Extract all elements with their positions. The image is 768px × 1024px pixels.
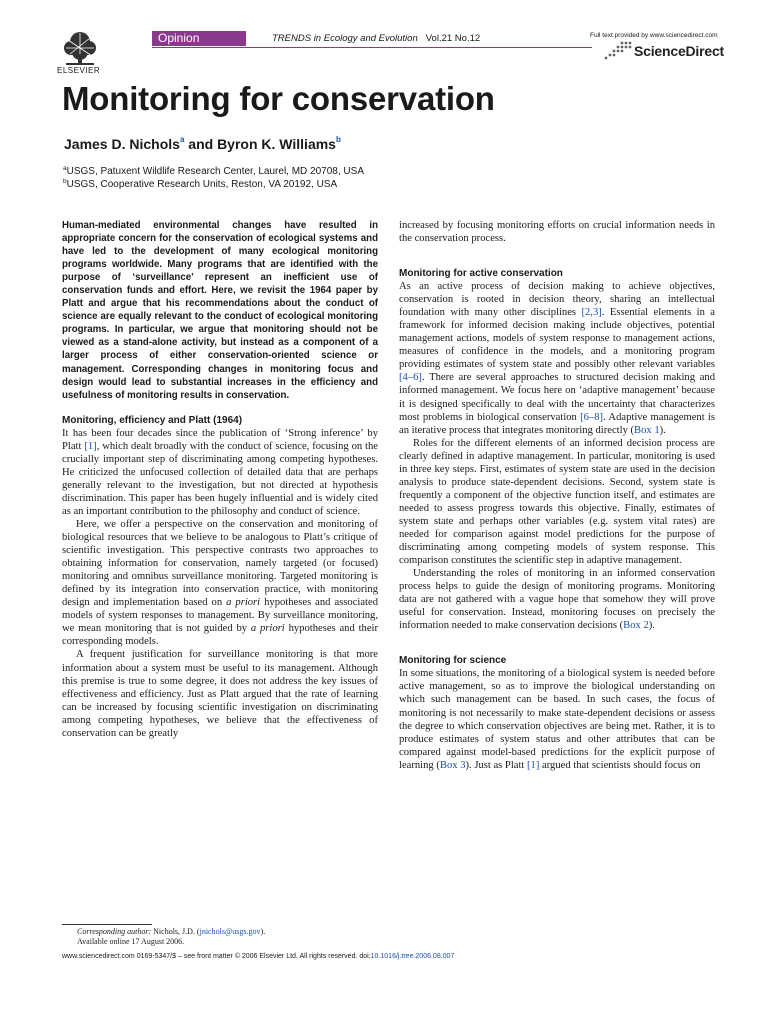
author-1-affiliation-mark[interactable]: a (179, 135, 185, 144)
doi-link[interactable]: 10.1016/j.tree.2006.08.007 (370, 953, 455, 960)
italic-term: a priori (250, 623, 285, 635)
box-link[interactable]: Box 3 (439, 759, 466, 771)
article-title: Monitoring for conservation (62, 80, 495, 117)
paragraph-1-text-b: , which dealt broadly with the conduct of science, focusing on the crucially important step of discriminating among competing hypotheses. He criticized the unfocused collection of detailed data that are perhaps generally relevant to the investigation, but not directed at hypothesis discrimination. This paper has been hugely influential and is widely cited as an important contribution to the philosophy and conduct of science. (62, 440, 379, 517)
abstract: Human-mediated environmental changes have resulted in appropriate concern for the conservation of ecological systems and have led to the development of many ecological monitoring programs worldwide. Many programs that are identified with the purpose of ‘surveillance’ represent an inefficient use of conservation funds and effort. Here, we revisit the 1964 paper by Platt and argue that his recommendations about the conduct of science are equally relevant to the conduct of ecological monitoring programs. In particular, we argue that monitoring should not be viewed as a stand-alone activity, but instead as a component of a larger process of either conservation-oriented science or management. Corresponding changes in monitoring focus and design would lead to substantial increases in the efficiency and usefulness of monitoring results in conservation. (62, 220, 378, 401)
citation-link[interactable]: [4–6] (399, 372, 422, 384)
paragraph-6 (399, 567, 715, 632)
journal-title: TRENDS in Ecology and Evolution (272, 33, 418, 44)
journal-name (272, 33, 480, 44)
sciencedirect-dots-icon (602, 40, 632, 60)
footnote-name: Nichols, J.D. ( (151, 927, 200, 936)
section-heading-platt: Monitoring, efficiency and Platt (1964) (62, 414, 243, 426)
paragraph-7-text-a: In some situations, the monitoring of a biological system is needed before active management, so as to improve the biological understanding on which such management can be based. In such cases, the focus of monitoring is not necessarily to make state-dependent decisions or assess the degree to which conservation objectives are being met. Rather, it is to produce estimates of system status and other attributes that can be compared against model-based predictions for the explicit purpose of learning ( (399, 668, 715, 771)
section-badge: Opinion (152, 31, 246, 46)
affiliation-b (63, 178, 337, 190)
paragraph-2-text-a: Here, we offer a perspective on the conservation and monitoring of biological resources that we believe to be analogous to Platt’s critique of scientific investigation. This perspective contrasts two approaches to obtaining information for conservation, namely targeted (or focused) monitoring and omnibus surveillance monitoring. Targeted monitoring is defined by its integration into conservation practice, with monitoring design and implementation based on (62, 518, 378, 609)
left-column (62, 219, 378, 740)
paragraph-4-text-d: . Adaptive management is an iterative process that integrates monitoring directly ( (399, 411, 715, 436)
affiliation-a-text: USGS, Patuxent Wildlife Research Center, Laurel, MD 20708, USA (66, 166, 364, 177)
paragraph-4 (399, 280, 715, 437)
footnote-rule (62, 924, 152, 925)
author-2: Byron K. Williams (217, 136, 336, 152)
affiliation-a-mark: a (63, 165, 67, 172)
affiliation-b-mark: b (63, 178, 67, 185)
footer-text: www.sciencedirect.com 0169-5347/$ – see front matter © 2006 Elsevier Ltd. All rights reserved. doi: (62, 953, 371, 960)
paragraph-1-text-a: It has been four decades since the publication of ‘Strong inference’ by Platt (62, 427, 378, 452)
box-link[interactable]: Box 1 (634, 424, 660, 436)
paragraph-7 (399, 667, 715, 771)
paragraph-2-text-b: hypotheses and associated models of system responses to management. By surveillance monitoring, we mean monitoring that is not guided by (62, 597, 378, 635)
paragraph-4-text-b: . Essential elements in a framework for informed decision making include objectives, potential management actions, models of system response to management actions, measures of confidence in the models, and a monitoring program providing estimates of system state and possibly other relevant variables (399, 307, 715, 371)
paragraph-7-text-c: argued that scientists should focus on (539, 759, 701, 771)
paragraph-4-text-e: ). (659, 424, 666, 436)
paragraph-5: Roles for the different elements of an informed decision process are clearly defined in adaptive management. In particular, monitoring is used in three key steps. First, estimates of system state are used in the decision analysis to produce state-dependent decisions. Second, system state is frequently a component of the objective function itself, and estimates are needed to assess progress towards this objective. Finally, estimates of system state and perhaps other variables (e.g. system vital rates) are needed for comparison against model predictions for the purpose of discriminating among competing models of system response. This comparison constitutes the scientific step in adaptive management. (399, 437, 715, 567)
paragraph-2-text-c: hypotheses and their corresponding models. (62, 623, 379, 648)
italic-term: a priori (226, 597, 261, 609)
publisher-name: ELSEVIER (57, 66, 101, 75)
author-list (64, 135, 341, 152)
citation-link[interactable]: [1] (84, 440, 97, 452)
affiliation-b-text: USGS, Cooperative Research Units, Reston, VA 20192, USA (66, 179, 338, 190)
affiliation-a (63, 165, 364, 177)
paragraph-6-text-b: ). (648, 620, 655, 632)
journal-volume: Vol.21 No.12 (425, 33, 481, 44)
paragraph-6-text-a: Understanding the roles of monitoring in an informed conservation process helps to guide the design of monitoring programs. Monitoring data are not gathered with a vague hope that somehow they will prove useful for conservation. Instead, monitoring focuses on precisely the information needed to make conservation decisions ( (399, 568, 715, 632)
corresponding-author-note (77, 927, 265, 936)
paragraph-7-text-b: ). Just as Platt (465, 759, 528, 771)
paragraph-3: A frequent justification for surveillance monitoring is that more information about a system must be useful to its management. Although this premise is true to some degree, it does not address the key issues of effectiveness and efficiency. Just as Platt argued that the rate of learning can be increased by focusing scientific investigation on discriminating among competing hypotheses, we believe that the effectiveness of conservation can be greatly (62, 649, 378, 739)
header-rule (152, 47, 592, 48)
footnote-end: ). (260, 927, 266, 936)
right-column (399, 219, 715, 772)
footnote-label: Corresponding author: (77, 927, 152, 936)
author-email-link[interactable]: jnichols@usgs.gov (199, 927, 261, 936)
citation-link[interactable]: [1] (527, 759, 540, 771)
page-footer (62, 953, 454, 960)
paragraph-2 (62, 518, 378, 648)
sciencedirect-logo-text: ScienceDirect (634, 43, 725, 59)
box-link[interactable]: Box 2 (623, 620, 649, 632)
available-online-note: Available online 17 August 2006. (77, 937, 185, 946)
paragraph-4-text-c: . There are several approaches to structured decision making and informed management. We focus here on ‘adaptive management’ because it is designed specifically to deal with the uncertainty that characterizes most problems in biological conservation (399, 372, 715, 423)
author-2-affiliation-mark[interactable]: b (335, 135, 341, 144)
citation-link[interactable]: [6–8] (580, 411, 604, 423)
citation-link[interactable]: [2,3] (581, 307, 602, 319)
section-heading-science: Monitoring for science (399, 655, 507, 667)
paragraph-continued: increased by focusing monitoring efforts on crucial information needs in the conservation process. (399, 220, 715, 245)
paragraph-4-text-a: As an active process of decision making to achieve objectives, conservation is rooted in decision theory, sharing an intellectual foundation with many other disciplines (399, 281, 715, 319)
author-join: and (184, 136, 218, 152)
author-1: James D. Nichols (64, 136, 180, 152)
fulltext-note[interactable]: Full text provided by www.sciencedirect.com (590, 32, 718, 39)
paragraph-1 (62, 427, 378, 518)
section-heading-active-conservation: Monitoring for active conservation (399, 268, 563, 280)
